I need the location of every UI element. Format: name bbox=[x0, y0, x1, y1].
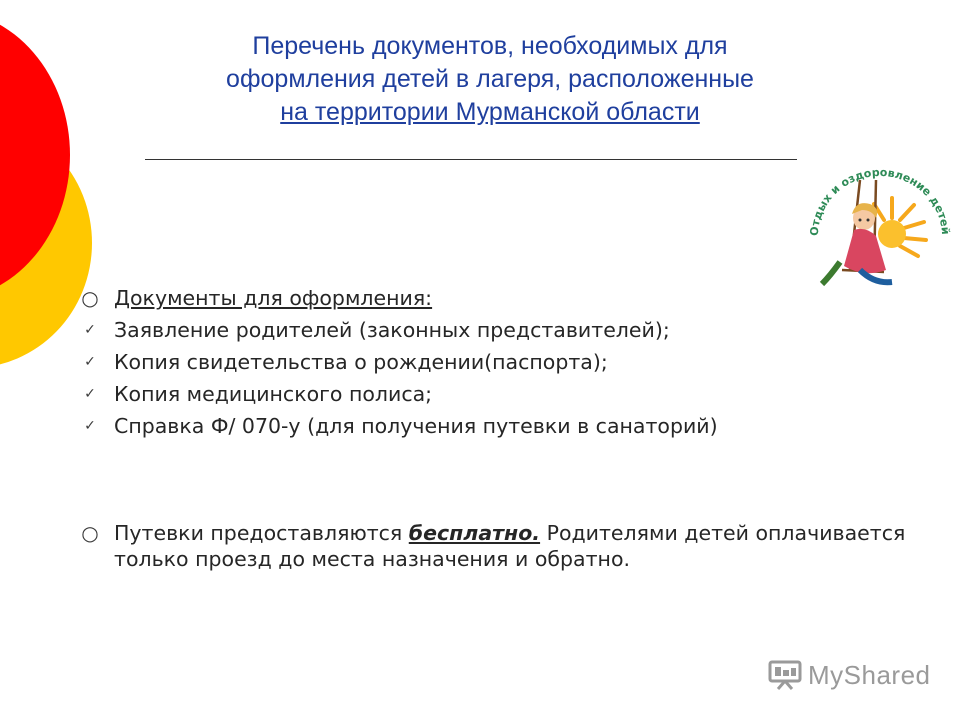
title-line-1: Перечень документов, необходимых для bbox=[252, 32, 728, 60]
document-item-text: Копия медицинского полиса; bbox=[114, 382, 433, 406]
list-item bbox=[70, 314, 930, 346]
slide-title bbox=[150, 30, 830, 129]
logo-arc-text: Отдых и оздоровление детей bbox=[807, 165, 953, 237]
check-icon: ✓ bbox=[84, 418, 96, 434]
section-header-item bbox=[70, 282, 930, 314]
slide-content bbox=[70, 282, 930, 572]
document-item-text: Справка Ф/ 070-у (для получения путевки в санаторий) bbox=[114, 414, 718, 438]
list-item bbox=[70, 378, 930, 410]
hollow-circle-icon: ○ bbox=[81, 286, 99, 310]
note-text-before: Путевки предоставляются bbox=[114, 521, 409, 545]
spacer bbox=[70, 442, 930, 520]
title-line-2: оформления детей в лагеря, расположенные bbox=[226, 65, 754, 93]
document-item-text: Заявление родителей (законных представителей); bbox=[114, 318, 670, 342]
check-icon: ✓ bbox=[84, 386, 96, 402]
recreation-logo bbox=[800, 158, 958, 298]
note-item bbox=[70, 520, 930, 572]
document-item-text: Копия свидетельства о рождении(паспорта); bbox=[114, 350, 608, 374]
section-header: Документы для оформления: bbox=[114, 286, 433, 310]
list-item bbox=[70, 410, 930, 442]
check-icon: ✓ bbox=[84, 322, 96, 338]
note-emphasis: бесплатно. bbox=[408, 521, 541, 545]
title-divider bbox=[145, 159, 797, 160]
watermark bbox=[768, 658, 938, 692]
presentation-board-icon bbox=[768, 660, 802, 690]
sun-rays-icon bbox=[874, 198, 926, 256]
list-item bbox=[70, 346, 930, 378]
note-text-after: Родителями детей оплачивается только проезд до места назначения и обратно. bbox=[114, 521, 906, 571]
hollow-circle-icon: ○ bbox=[81, 521, 99, 545]
check-icon: ✓ bbox=[84, 354, 96, 370]
title-line-3: на территории Мурманской области bbox=[280, 98, 700, 126]
watermark-text: MyShared bbox=[808, 659, 931, 690]
